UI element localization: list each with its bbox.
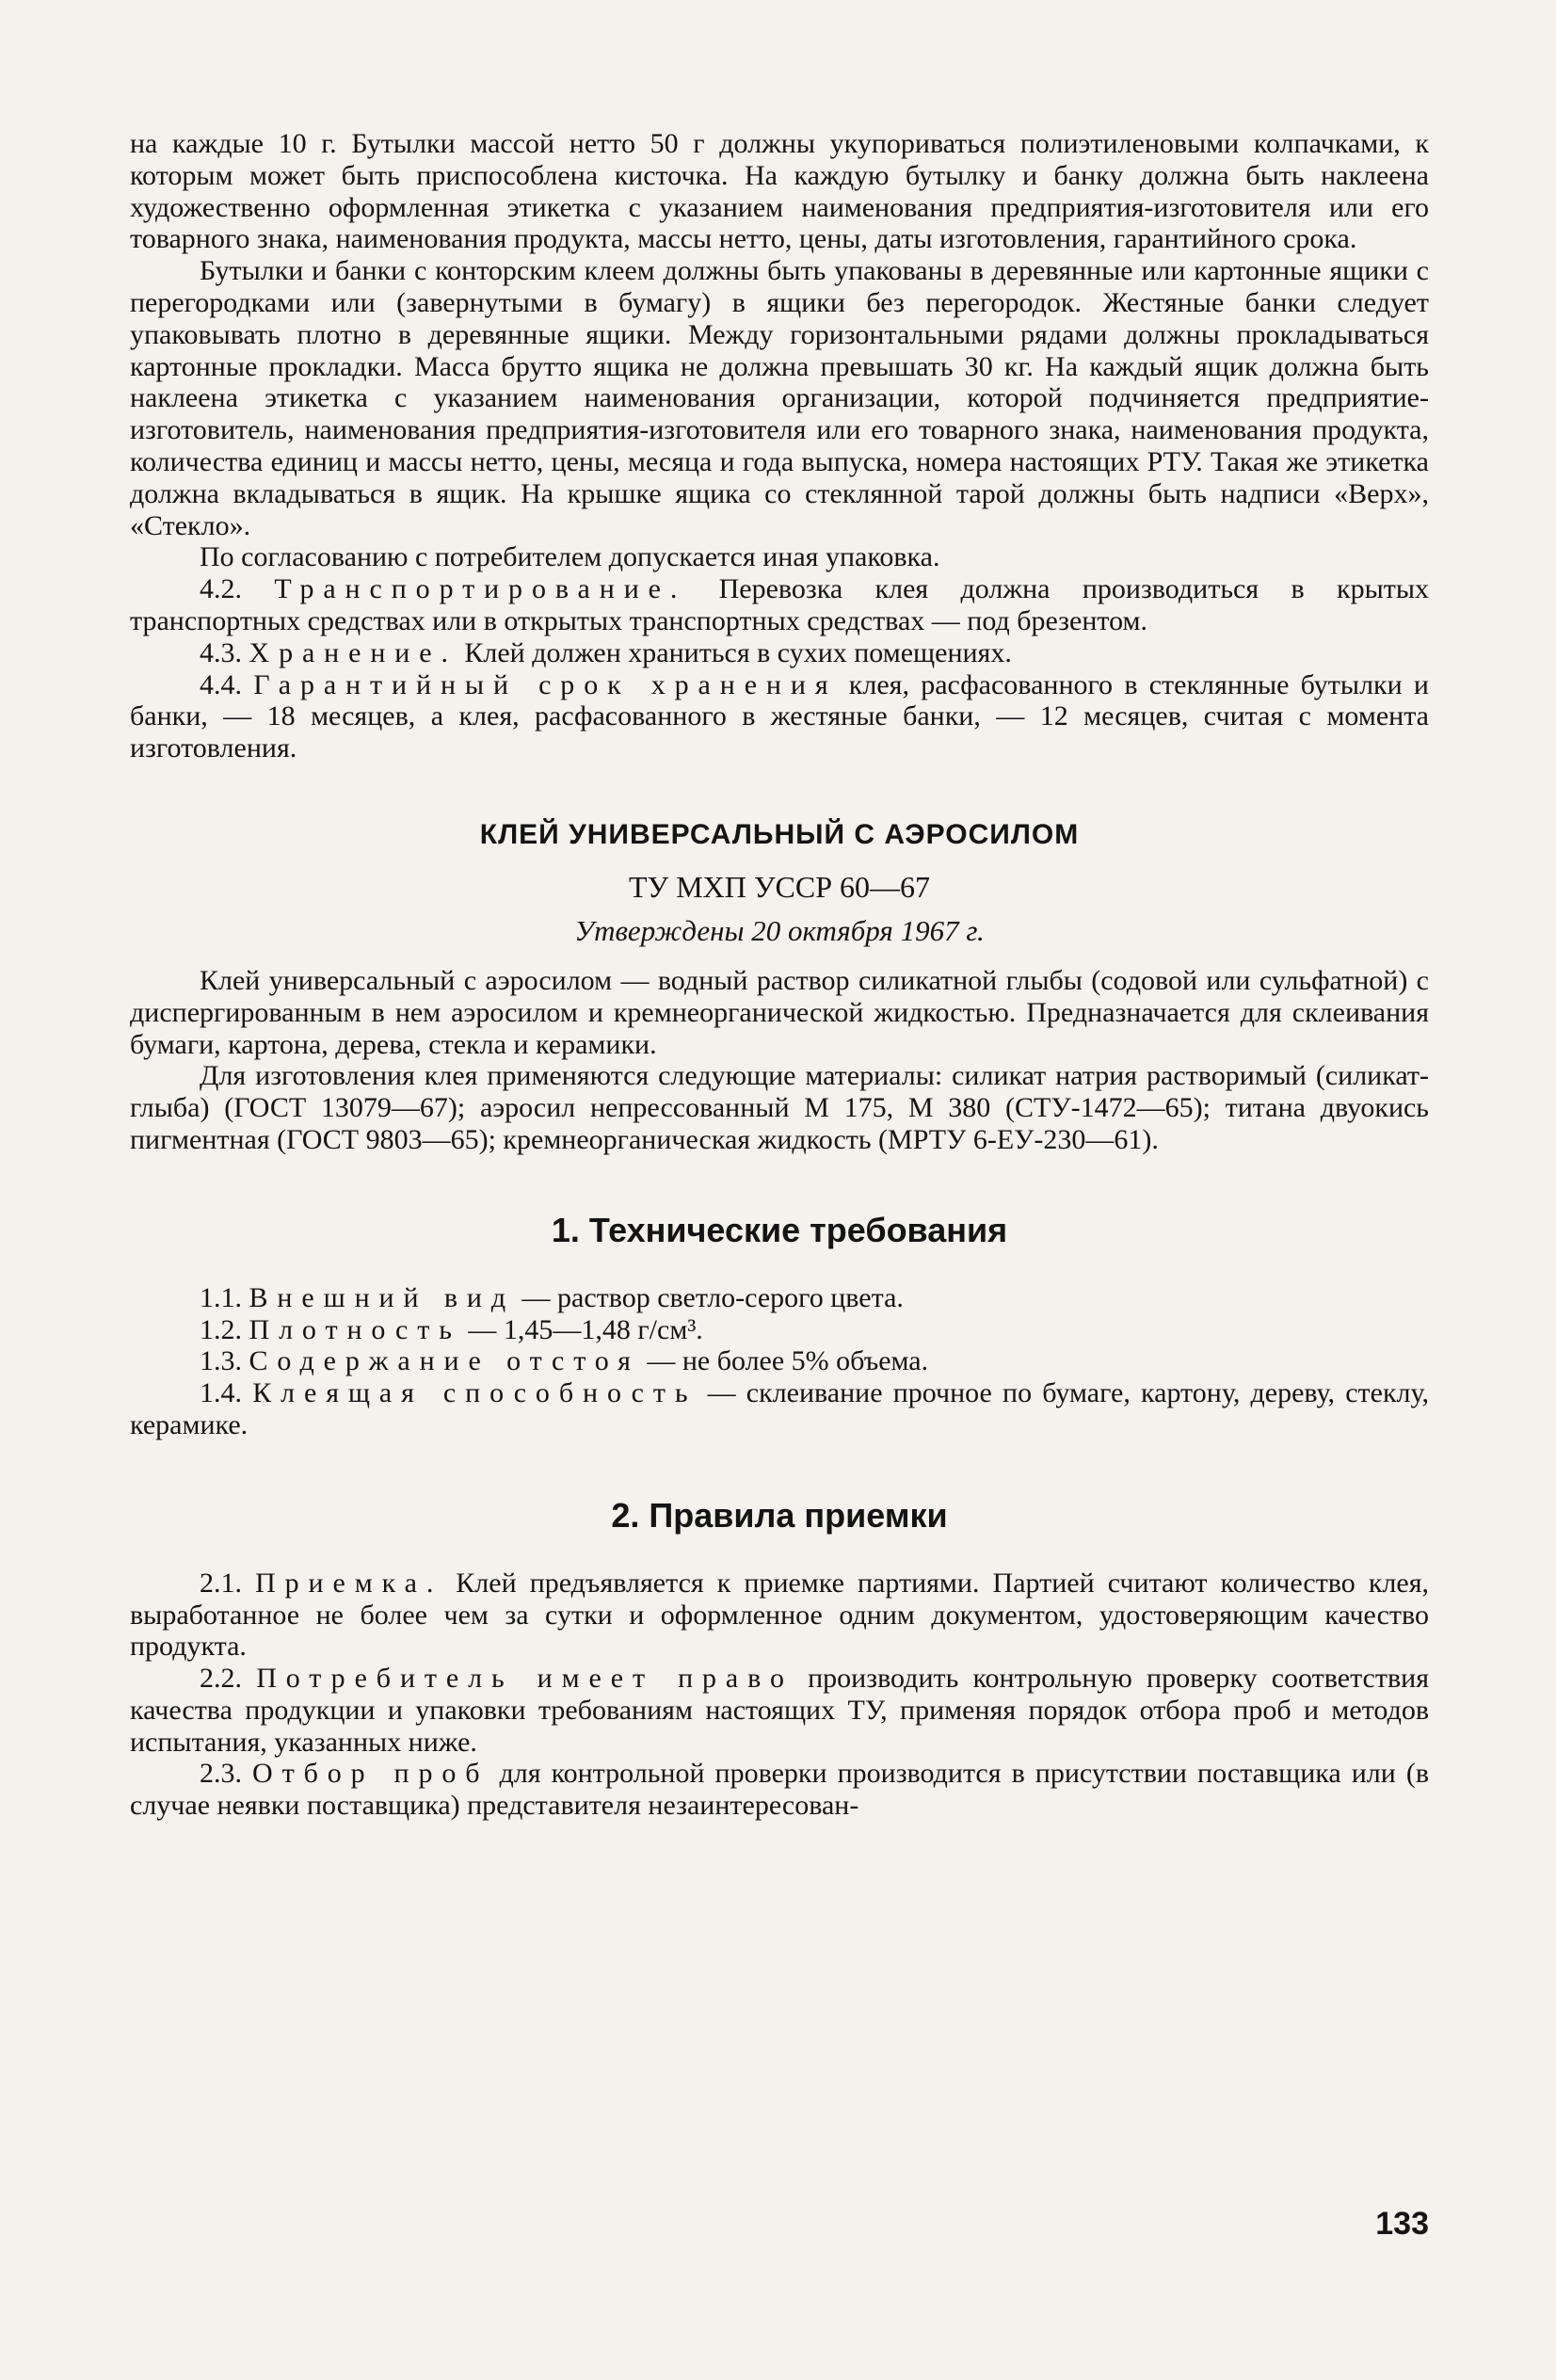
section-2-heading: 2. Правила приемки — [611, 1495, 948, 1535]
clause-number: 4.3. — [200, 636, 249, 668]
clause-text: — склеивание прочное по бумаге, картону, дереву, стеклу, керамике. — [130, 1377, 1430, 1440]
clause-term: Гарантийный срок хранения — [253, 668, 838, 700]
intro-paragraph-3: По согласованию с потребителем допускается иная упаковка. — [200, 541, 940, 573]
clause-number: 2.1. — [200, 1567, 256, 1599]
clause-number: 1.1. — [200, 1281, 249, 1313]
clause-number: 1.3. — [200, 1345, 249, 1377]
clause-term: Приемка. — [255, 1567, 443, 1599]
clause-1-3 — [130, 1345, 1429, 1377]
clause-term: Плотность — [249, 1313, 461, 1345]
clause-number: 2.3. — [200, 1758, 253, 1790]
approval-date: Утверждены 20 октября 1967 г. — [574, 913, 985, 947]
clause-text: — не более 5% объема. — [639, 1345, 929, 1377]
clause-text: Перевозка клея должна производиться в крытых транспортных средствах или в открытых транспортных средствах — под брезентом. — [130, 573, 1429, 636]
intro-paragraph-1: на каждые 10 г. Бутылки массой нетто 50 г должны укупориваться полиэтиленовыми колпачками, к которым может быть приспособлена кисточка. На каждую бутылку и банку должна быть наклеена художественно оформленная этикетка с указанием наименования предприятия-изготовителя или его товарного знака, наименования продукта, массы нетто, цены, даты изготовления, гарантийного срока. — [130, 128, 1429, 255]
clause-text: — 1,45—1,48 г/см³. — [460, 1313, 703, 1345]
materials-paragraph: Для изготовления клея применяются следующие материалы: силикат натрия растворимый (силикат-глыба) (ГОСТ 13079—67); аэросил непрессованный М 175, М 380 (СТУ-1472—65); титана двуокись пигментная (ГОСТ 9803—65); кремнеорганическая жидкость (МРТУ 6-ЕУ-230—61). — [130, 1060, 1429, 1155]
clause-1-4 — [130, 1377, 1429, 1441]
clause-4-2 — [130, 573, 1429, 637]
clause-number: 4.4. — [200, 668, 254, 700]
page-number: 133 — [1375, 2206, 1429, 2242]
clause-2-2 — [130, 1663, 1429, 1758]
clause-term: Отбор проб — [252, 1758, 489, 1790]
clause-text: Клей предъявляется к приемке партиями. Партией считают количество клея, выработанное не более чем за сутки и оформленное одним документом, удостоверяющим качество продукта. — [130, 1567, 1429, 1663]
clause-number: 1.4. — [200, 1377, 253, 1409]
clause-2-3 — [130, 1758, 1429, 1822]
description-paragraph: Клей универсальный с аэросилом — водный раствор силикатной глыбы (содовой или сульфатной) с диспергированным в нем аэросилом и кремнеорганической жидкостью. Предназначается для склеивания бумаги, картона, дерева, стекла и керамики. — [130, 964, 1429, 1060]
clause-text: Клей должен храниться в сухих помещениях. — [457, 636, 1012, 668]
clause-text: — раствор светло-серого цвета. — [515, 1281, 904, 1313]
clause-term: Содержание отстоя — [249, 1345, 640, 1377]
intro-paragraph-2: Бутылки и банки с конторским клеем должны быть упакованы в деревянные или картонные ящики с перегородками или (завернутыми в бумагу) в ящики без перегородок. Жестяные банки следует упаковывать плотно в деревянные ящики. Между горизонтальными рядами должны прокладываться картонные прокладки. Масса брутто ящика не должна превышать 30 кг. На каждый ящик должна быть наклеена этикетка с указанием наименования организации, которой подчиняется предприятие-изготовитель, наименования предприятия-изготовителя или его товарного знака, наименования продукта, количества единиц и массы нетто, цены, месяца и года выпуска, номера настоящих РТУ. Такая же этикетка должна вкладываться в ящик. На крышке ящика со стеклянной тарой должны быть надписи «Верх», «Стекло». — [130, 255, 1429, 541]
section-1-heading: 1. Технические требования — [551, 1210, 1008, 1249]
clause-1-1 — [130, 1282, 1429, 1314]
clause-term: Внешний вид — [249, 1281, 516, 1313]
clause-number: 4.2. — [200, 573, 275, 605]
clause-term: Клеящая способность — [252, 1377, 698, 1409]
clause-term: Потребитель имеет право — [256, 1663, 794, 1695]
clause-text: для контрольной проверки производится в присутствии поставщика или (в случае неявки поставщика) представителя незаинтересован- — [130, 1758, 1430, 1822]
clause-4-4 — [130, 669, 1429, 764]
standard-number: ТУ МХП УССР 60—67 — [628, 869, 930, 904]
document-title: КЛЕЙ УНИВЕРСАЛЬНЫЙ С АЭРОСИЛОМ — [479, 818, 1080, 850]
clause-term: Транспортирование. — [274, 573, 687, 605]
clause-number: 2.2. — [200, 1663, 257, 1695]
clause-text: производить контрольную проверку соответствия качества продукции и упаковки требованиям настоящих ТУ, применяя порядок отбора проб и методов испытания, указанных ниже. — [130, 1663, 1429, 1758]
clause-2-1 — [130, 1568, 1429, 1663]
clause-number: 1.2. — [200, 1313, 249, 1345]
clause-1-2 — [130, 1314, 1429, 1346]
clause-term: Хранение. — [249, 636, 457, 668]
page-body — [130, 128, 1429, 1822]
clause-text: клея, расфасованного в стеклянные бутылки и банки, — 18 месяцев, а клея, расфасованного в жестяные банки, — 12 месяцев, считая с момента изготовления. — [130, 668, 1429, 764]
clause-4-3 — [130, 637, 1429, 669]
